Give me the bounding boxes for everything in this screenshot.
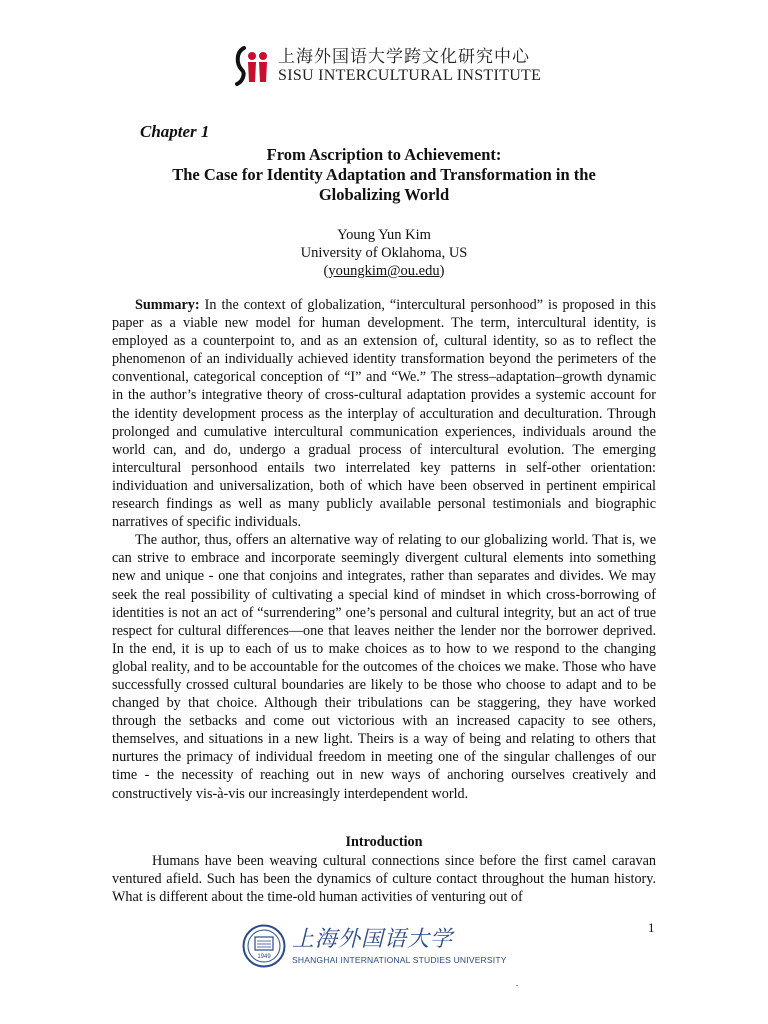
university-name-english: SHANGHAI INTERNATIONAL STUDIES UNIVERSITY xyxy=(292,955,507,965)
institute-name-chinese: 上海外国语大学跨文化研究中心 xyxy=(278,47,530,67)
header-logo xyxy=(234,44,541,88)
title-line-1: From Ascription to Achievement: xyxy=(266,145,502,164)
paper-title xyxy=(110,145,658,205)
summary-text-1: In the context of globalization, “intercultural personhood” is proposed in this paper as a viable new model for human development. The term, intercultural identity, is employed as a counterpoint to, and as an extension of, cultural identity, so as to reflect the phenomenon of an individually achieved identity transformation beyond the perimeters of the conventional, categorical conception of “I” and “We.” The stress–adaptation–growth dynamic in the author’s integrative theory of cross-cultural adaptation provides a systemic account for the identity development process as the interplay of acculturation and deculturation. Through prolonged and cumulative intercultural communication experiences, individuals around the world can, and do, undergo a gradual process of intercultural evolution. The emerging intercultural personhood entails two interrelated key patterns in self-other orientation: individuation and universalization, both of which have been observed in pertinent empirical research findings as well as many publicly available personal testimonials and biographic narratives of specific individuals. xyxy=(112,297,657,531)
seal-year: 1949 xyxy=(257,954,271,960)
author-email-line xyxy=(110,262,658,280)
university-seal-icon xyxy=(242,924,286,968)
introduction-paragraph: Humans have been weaving cultural connections since before the first camel caravan ventured afield. Such has been the dynamics of culture contact throughout the human history. What is different about the time-old human activities of venturing out of xyxy=(112,853,656,906)
introduction-heading: Introduction xyxy=(345,834,423,850)
page-number: 1 xyxy=(648,920,655,935)
summary-paragraph-2: The author, thus, offers an alternative way of relating to our globalizing world. That is, we can strive to embrace and incorporate seemingly divergent cultural elements into something new and unique - one that conjoins and integrates, rather than separates and divides. We may seek the real possibility of cultivating a special kind of mindset in which cross-borrowing of identities is not an act of “surrendering” one’s personal and cultural integrity, but an act of true respect for cultural differences—one that leaves neither the lender nor the borrower deprived. In the end, it is up to each of us to make choices as to how to we respond to the changing global reality, and to be accountable for the outcomes of the choices we make. Those who have successfully crossed cultural boundaries are likely to be those who choose to adapt and to be changed by that choice. Although their tribulations can be staggering, they have worked through the setbacks and come out victorious with an increased capacity to see others, themselves, and situations in a new light. Theirs is a way of being and relating to others that nurtures the primacy of individual freedom in meeting one of the singular challenges of our time - the necessity of reaching out in new ways of anchoring ourselves creatively and constructively vis-à-vis our increasingly interdependent world. xyxy=(112,532,656,802)
chapter-label: Chapter 1 xyxy=(140,122,210,141)
introduction-section xyxy=(112,852,656,906)
author-email-link[interactable]: youngkim@ou.edu xyxy=(328,263,440,279)
title-line-2: The Case for Identity Adaptation and Transformation in the xyxy=(172,165,596,184)
author-name: Young Yun Kim xyxy=(337,227,431,243)
author-block xyxy=(110,226,658,280)
email-open-paren: ( xyxy=(323,263,329,279)
summary-section xyxy=(112,296,656,803)
summary-paragraph-1 xyxy=(112,296,656,531)
institute-name-english: SISU INTERCULTURAL INSTITUTE xyxy=(278,67,542,84)
footer-logo xyxy=(242,924,507,968)
title-line-3: Globalizing World xyxy=(318,185,450,204)
university-name-chinese: 上海外国语大学 xyxy=(292,927,454,952)
summary-label: Summary: xyxy=(135,297,200,313)
author-affiliation: University of Oklahoma, US xyxy=(300,245,468,261)
email-close-paren: ) xyxy=(439,263,445,279)
footer-dot: . xyxy=(516,978,519,988)
sisu-institute-logo-icon xyxy=(234,44,272,88)
